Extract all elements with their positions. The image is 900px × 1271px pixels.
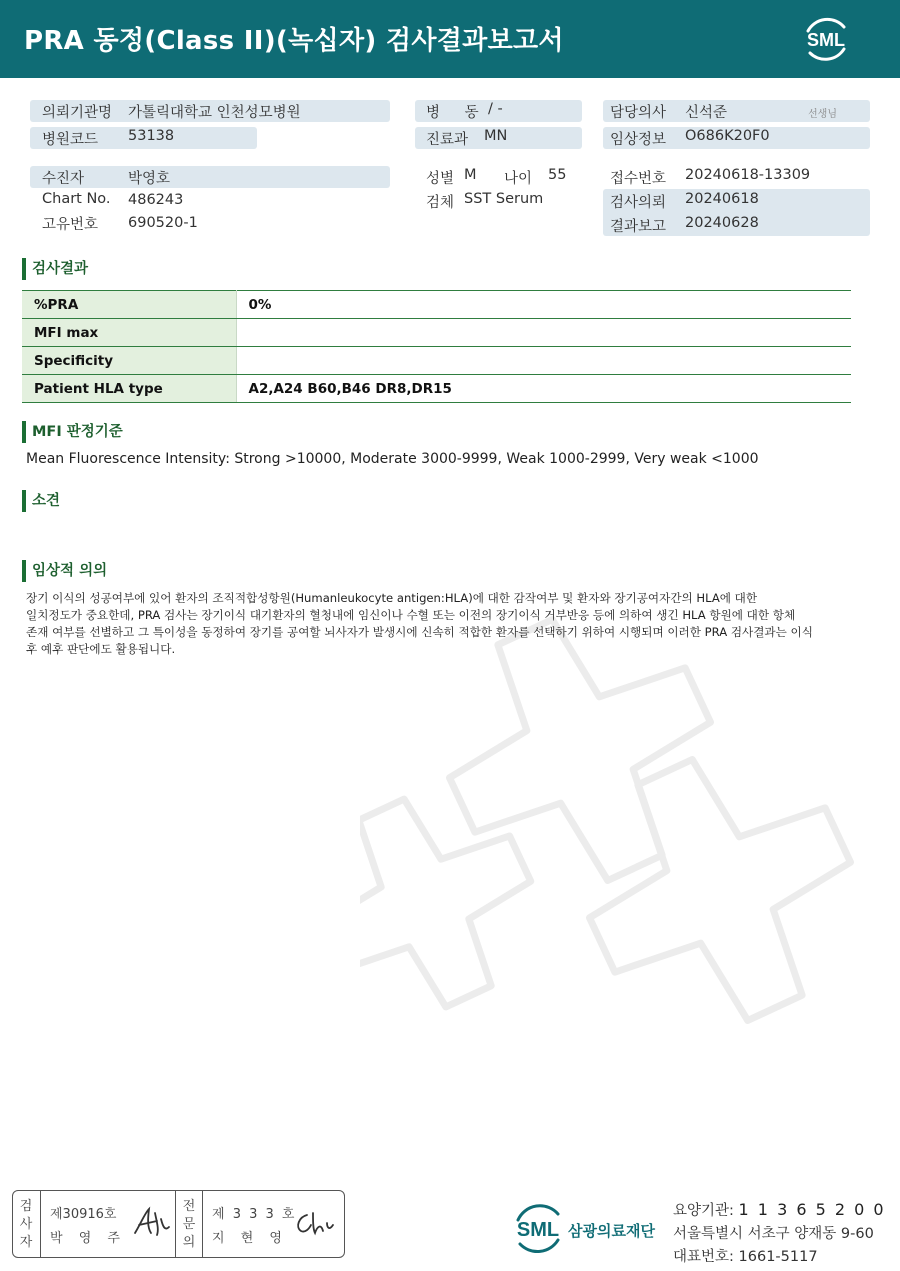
table-row xyxy=(22,319,851,347)
specialist-license: 제 3 3 3 호 xyxy=(212,1207,297,1222)
footer-sml-logo-icon xyxy=(508,1200,568,1256)
signature-divider xyxy=(40,1191,41,1257)
institution-value: 가톨릭대학교 인천성모병원 xyxy=(128,105,301,121)
examiner-name: 박 영 주 xyxy=(50,1231,126,1246)
result-key-hla-type: Patient HLA type xyxy=(22,375,236,403)
specimen-label: 검체 xyxy=(426,195,455,211)
ward-value: / - xyxy=(488,101,503,117)
receipt-label: 접수번호 xyxy=(610,171,667,187)
report-title: PRA 동정(Class II)(녹십자) 검사결과보고서 xyxy=(24,26,564,56)
sml-logo-icon xyxy=(798,13,854,65)
examiner-license: 제30916호 xyxy=(50,1207,117,1222)
institution-no-label: 요양기관: xyxy=(673,1203,734,1219)
institution-label: 의뢰기관명 xyxy=(42,105,113,121)
department-label: 진료과 xyxy=(426,132,469,148)
result-value-pra: 0% xyxy=(236,291,851,319)
request-date-label: 검사의뢰 xyxy=(610,195,667,211)
hospital-code-value: 53138 xyxy=(128,128,175,144)
signature-divider xyxy=(175,1191,176,1257)
request-date-value: 20240618 xyxy=(685,191,759,207)
ward-label: 병 동 xyxy=(426,105,489,121)
chart-no-value: 486243 xyxy=(128,192,184,208)
result-key-mfi-max: MFI max xyxy=(22,319,236,347)
report-date-label: 결과보고 xyxy=(610,219,667,235)
table-row xyxy=(22,347,851,375)
examiner-role-3: 자 xyxy=(19,1235,33,1250)
phone-label: 대표번호: xyxy=(673,1249,734,1265)
table-row xyxy=(22,375,851,403)
clinical-line: 장기 이식의 성공여부에 있어 환자의 조직적합성항원(Humanleukocyte antigen:HLA)에 대한 감작여부 및 환자와 장기공여자간의 HLA에 대한 xyxy=(26,591,758,605)
age-label: 나이 xyxy=(504,171,533,187)
footer-address: 서울특별시 서초구 양재동 9-60 xyxy=(673,1226,874,1242)
footer-org-name: 삼광의료재단 xyxy=(568,1222,655,1240)
institution-no-value: 1 1 3 6 5 2 0 0 xyxy=(738,1200,886,1219)
footer-logo-text: SML xyxy=(516,1219,560,1241)
department-value: MN xyxy=(484,128,508,144)
report-date-value: 20240628 xyxy=(685,215,759,231)
result-value-hla-type: A2,A24 B60,B46 DR8,DR15 xyxy=(236,375,851,403)
results-table xyxy=(22,290,851,403)
clinical-info-label: 임상정보 xyxy=(610,132,667,148)
chart-no-label: Chart No. xyxy=(42,191,111,207)
clinical-line: 후 예후 판단에도 활용됩니다. xyxy=(26,642,176,656)
doctor-label: 담당의사 xyxy=(610,105,667,121)
patient-label: 수진자 xyxy=(42,171,85,187)
result-value-specificity xyxy=(236,347,851,375)
result-key-pra: %PRA xyxy=(22,291,236,319)
phone-value: 1661-5117 xyxy=(738,1249,818,1265)
clinical-line: 존재 여부를 선별하고 그 특이성을 동정하여 장기를 공여할 뇌사자가 발생시에 신속히 적합한 환자를 선택하기 위하여 시행되며 이러한 PRA 검사결과는 이식 xyxy=(26,625,813,639)
results-heading: 검사결과 xyxy=(22,258,88,280)
table-row xyxy=(22,291,851,319)
clinical-info-value: O686K20F0 xyxy=(685,128,770,144)
clinical-text xyxy=(26,590,856,658)
doctor-value: 신석준 xyxy=(685,105,728,121)
mfi-heading: MFI 판정기준 xyxy=(22,421,123,443)
specimen-value: SST Serum xyxy=(464,191,544,207)
opinion-heading: 소견 xyxy=(22,490,60,512)
result-value-mfi-max xyxy=(236,319,851,347)
doctor-suffix: 선생님 xyxy=(808,109,837,120)
examiner-role-1: 검 xyxy=(19,1199,33,1214)
footer-institution-no xyxy=(673,1199,886,1220)
receipt-value: 20240618-13309 xyxy=(685,167,811,183)
sex-value: M xyxy=(464,167,477,183)
specialist-role-1: 전 xyxy=(182,1199,196,1214)
examiner-role-2: 사 xyxy=(19,1217,33,1232)
report-header xyxy=(0,0,900,78)
result-key-specificity: Specificity xyxy=(22,347,236,375)
id-no-value: 690520-1 xyxy=(128,215,198,231)
footer-phone xyxy=(673,1245,818,1266)
specialist-role-2: 문 xyxy=(182,1217,196,1232)
signature-box xyxy=(12,1190,345,1258)
signature-divider xyxy=(202,1191,203,1257)
hospital-code-label: 병원코드 xyxy=(42,132,99,148)
specialist-name: 지 현 영 xyxy=(212,1231,288,1246)
clinical-line: 일치정도가 중요한데, PRA 검사는 장기이식 대기환자의 혈청내에 임신이나 수혈 또는 이전의 장기이식 거부반응 등에 의하여 생긴 HLA 항원에 대한 항체 xyxy=(26,608,796,622)
specialist-role-3: 의 xyxy=(182,1235,196,1250)
header-logo-text: SML xyxy=(807,30,845,50)
mfi-criteria-text: Mean Fluorescence Intensity: Strong >10000, Moderate 3000-9999, Weak 1000-2999, Very weak <1000 xyxy=(26,451,759,467)
clinical-heading: 임상적 의의 xyxy=(22,560,107,582)
patient-value: 박영호 xyxy=(128,171,171,187)
id-no-label: 고유번호 xyxy=(42,217,99,233)
age-value: 55 xyxy=(548,167,567,183)
examiner-signature-icon xyxy=(131,1205,171,1239)
specialist-signature-icon xyxy=(293,1209,337,1239)
sex-label: 성별 xyxy=(426,171,455,187)
